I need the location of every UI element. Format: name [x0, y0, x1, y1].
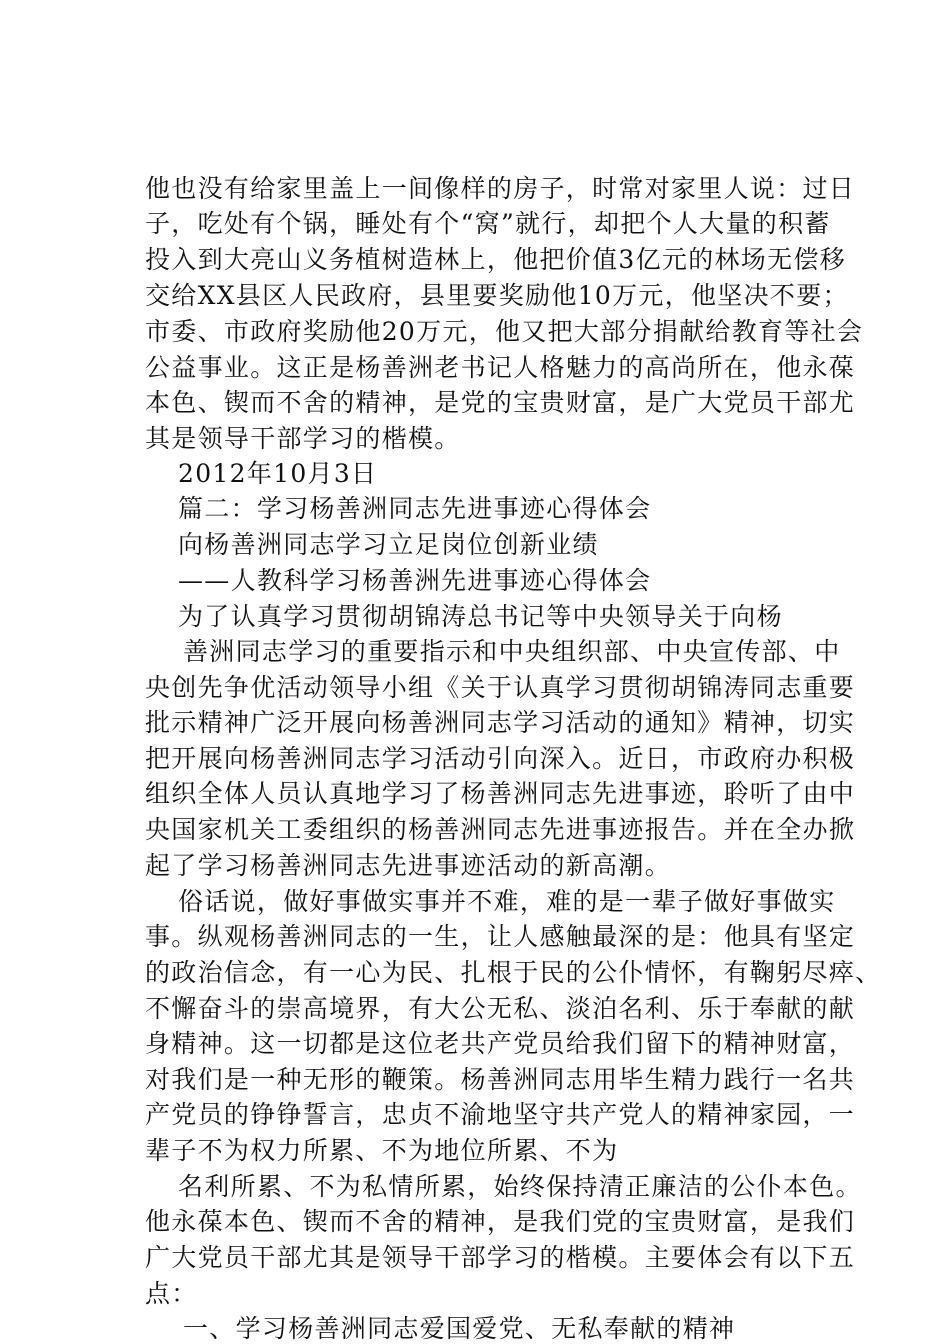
body-text-line: 点： [145, 1279, 198, 1308]
body-text-line: 央创先争优活动领导小组《关于认真学习贯彻胡锦涛同志重要 [145, 673, 856, 702]
body-text-line: 其是领导干部学习的楷模。 [145, 424, 461, 453]
body-text-line: 一、学习杨善洲同志爱国爱党、无私奉献的精神 [183, 1314, 736, 1343]
body-text-line: 把开展向杨善洲同志学习活动引向深入。近日，市政府办积极 [145, 744, 856, 773]
body-text-line: 市委、市政府奖励他20万元，他又把大部分捐献给教育等社会 [145, 317, 864, 346]
body-text-line: 不懈奋斗的崇高境界，有大公无私、淡泊名利、乐于奉献的献 [145, 994, 856, 1023]
date-line: 2012年10月3日 [178, 459, 378, 488]
body-text-line: 交给XX县区人民政府，县里要奖励他10万元，他坚决不要； [145, 281, 849, 310]
body-text-line: 本色、锲而不舍的精神，是党的宝贵财富，是广大党员干部尤 [145, 388, 856, 417]
body-text-line: 事。纵观杨善洲同志的一生，让人感触最深的是：他具有坚定 [145, 922, 856, 951]
body-text-line: 组织全体人员认真地学习了杨善洲同志先进事迹，聆听了由中 [145, 779, 856, 808]
section-title: 篇二：学习杨善洲同志先进事迹心得体会 [178, 494, 652, 523]
body-text-line: 公益事业。这正是杨善洲老书记人格魅力的高尚所在，他永葆 [145, 353, 856, 382]
body-text-line: 产党员的铮铮誓言，忠贞不渝地坚守共产党人的精神家园，一 [145, 1100, 856, 1129]
article-subtitle: ——人教科学习杨善洲先进事迹心得体会 [178, 566, 652, 595]
article-title: 向杨善洲同志学习立足岗位创新业绩 [178, 530, 599, 559]
body-text-line: 子，吃处有个锅，睡处有个“窝”就行，却把个人大量的积蓄 [145, 209, 831, 238]
body-text-line: 对我们是一种无形的鞭策。杨善洲同志用毕生精力践行一名共 [145, 1065, 856, 1094]
body-text-line: 他永葆本色、锲而不舍的精神，是我们党的宝贵财富，是我们 [145, 1207, 856, 1236]
body-text-line: 的政治信念，有一心为民、扎根于民的公仆情怀，有鞠躬尽瘁、 [145, 958, 882, 987]
body-text-line: 名利所累、不为私情所累，始终保持清正廉洁的公仆本色。 [178, 1172, 862, 1201]
body-text-line: 辈子不为权力所累、不为地位所累、不为 [145, 1136, 619, 1165]
body-text-line: 央国家机关工委组织的杨善洲同志先进事迹报告。并在全办掀 [145, 815, 856, 844]
body-text-line: 广大党员干部尤其是领导干部学习的楷模。主要体会有以下五 [145, 1243, 856, 1272]
body-text-line: 批示精神广泛开展向杨善洲同志学习活动的通知》精神，切实 [145, 708, 856, 737]
body-text-line: 俗话说，做好事做实事并不难，难的是一辈子做好事做实 [178, 887, 836, 916]
body-text-line: 身精神。这一切都是这位老共产党员给我们留下的精神财富， [145, 1029, 856, 1058]
body-text-line: 他也没有给家里盖上一间像样的房子，时常对家里人说：过日 [145, 174, 856, 203]
body-text-line: 起了学习杨善洲同志先进事迹活动的新高潮。 [145, 851, 672, 880]
body-text-line: 善洲同志学习的重要指示和中央组织部、中央宣传部、中 [183, 637, 841, 666]
body-text-line: 为了认真学习贯彻胡锦涛总书记等中央领导关于向杨 [178, 602, 783, 631]
body-text-line: 投入到大亮山义务植树造林上，他把价值3亿元的林场无偿移 [145, 245, 847, 274]
